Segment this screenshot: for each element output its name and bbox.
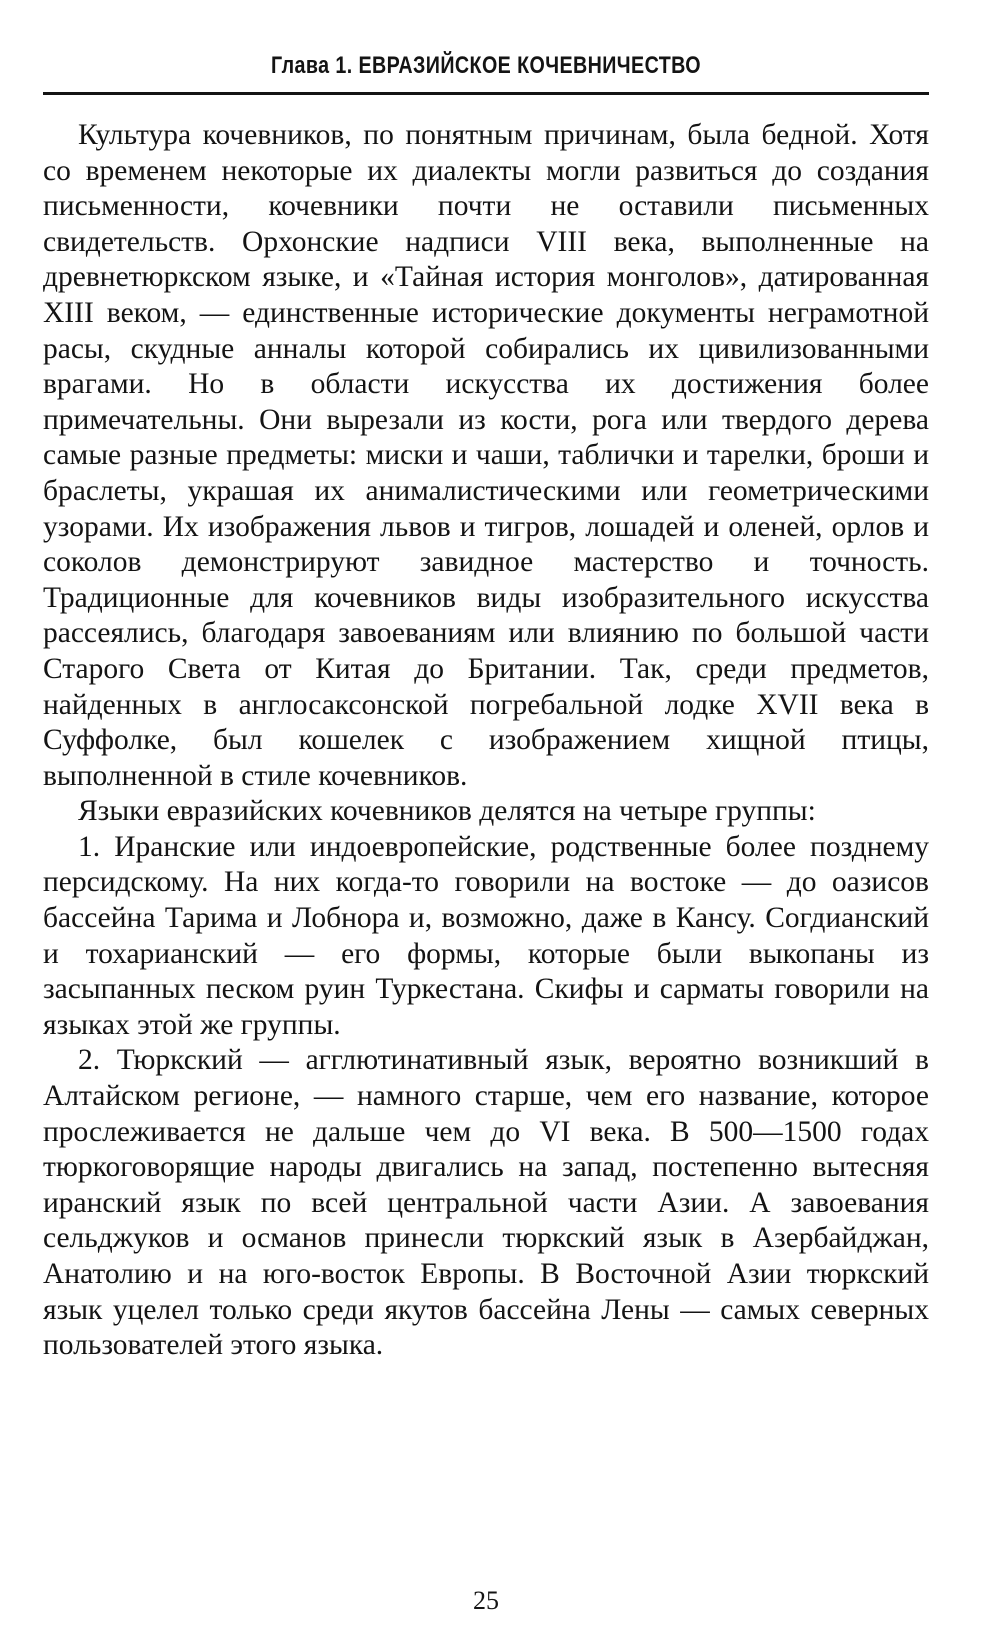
paragraph-turkic-language: 2. Тюркский — агглютинативный язык, вероятно возникший в Алтайском регионе, — намного старше, чем его название, которое прослеживается не дальше чем до VI века. В 500—1500 годах тюркоговорящие народы двигались на запад, постепенно вытесняя иранский язык по всей центральной части Азии. А завоевания сельджуков и османов принесли тюркский язык в Азербайджан, Анатолию и на юго-восток Европы. В Восточной Азии тюркский язык уцелел только среди якутов бассейна Лены — самых северных пользователей этого языка. xyxy=(43,1044,929,1362)
page-number: 25 xyxy=(473,1586,499,1615)
header-rule xyxy=(43,92,929,95)
paragraph-iranian-languages: 1. Иранские или индоевропейские, родственные более позднему персидскому. На них когда-то говорили на востоке — до оазисов бассейна Тарима и Лобнора и, возможно, даже в Кансу. Согдианский и тохарианский — его формы, которые были выкопаны из засыпанных песком руин Туркестана. Скифы и сарматы говорили на языках этой же группы. xyxy=(43,830,929,1041)
body-text xyxy=(43,118,929,1364)
paragraph-language-groups-intro: Языки евразийских кочевников делятся на четыре группы: xyxy=(78,795,816,828)
book-page xyxy=(43,0,929,1643)
running-head: Глава 1. ЕВРАЗИЙСКОЕ КОЧЕВНИЧЕСТВО xyxy=(271,52,701,79)
paragraph-nomad-culture: Культура кочевников, по понятным причинам, была бедной. Хотя со временем некоторые их диалекты могли развиться до создания письменности, кочевники почти не оставили письменных свидетельств. Орхонские надписи VIII века, выполненные на древнетюркском языке, и «Тайная история монголов», датированная XIII веком, — единственные исторические документы неграмотной расы, скудные анналы которой собирались их цивилизованными врагами. Но в области искусства их достижения более примечательны. Они вырезали из кости, рога или твердого дерева самые разные предметы: миски и чаши, таблички и тарелки, броши и браслеты, украшая их анималистическими или геометрическими узорами. Их изображения львов и тигров, лошадей и оленей, орлов и соколов демонстрируют завидное мастерство и точность. Традиционные для кочевников виды изобразительного искусства рассеялись, благодаря завоеваниям или влиянию по большой части Старого Света от Китая до Британии. Так, среди предметов, найденных в англосаксонской погребальной лодке XVII века в Суффолке, был кошелек с изображением хищной птицы, выполненной в стиле кочевников. xyxy=(43,119,929,792)
